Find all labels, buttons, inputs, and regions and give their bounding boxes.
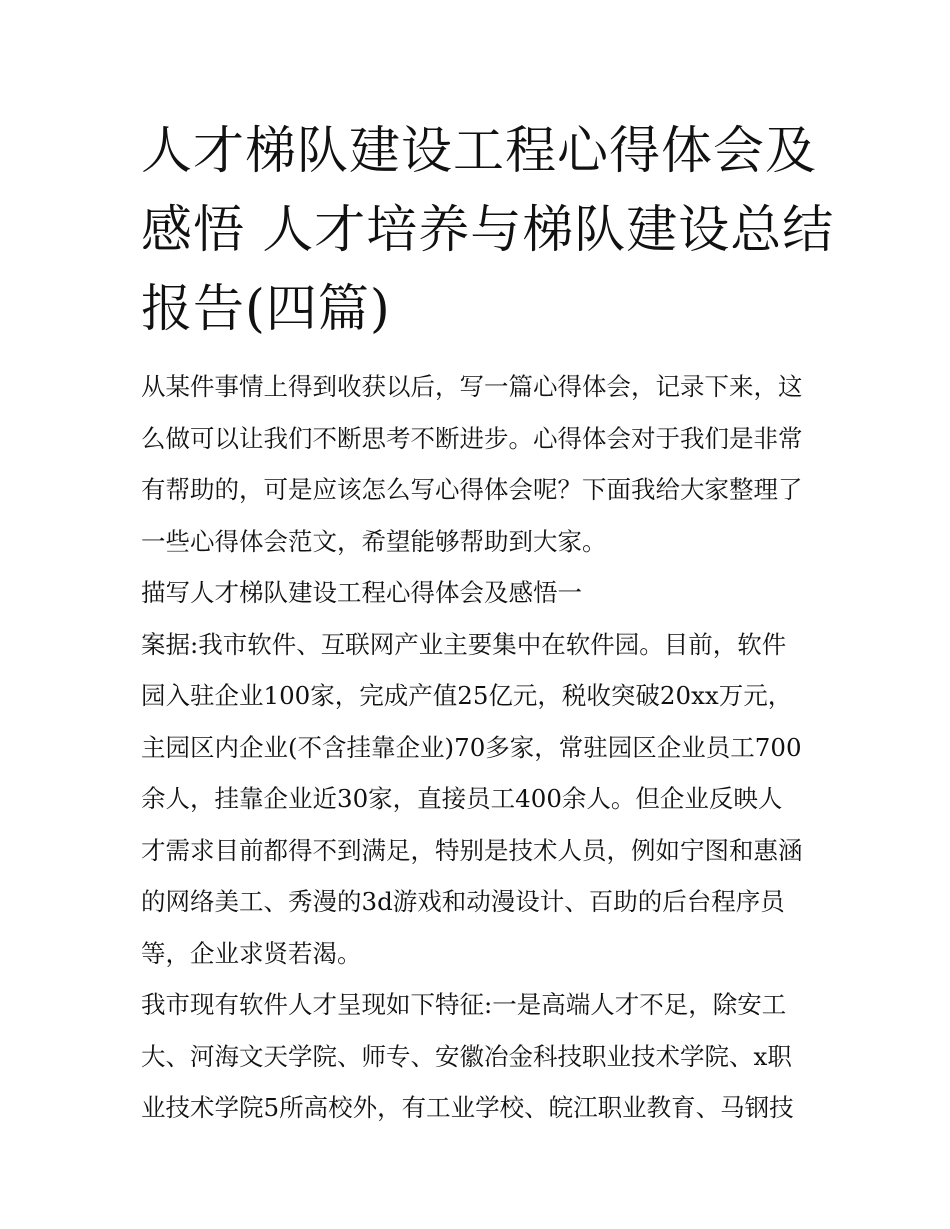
document-page [141,112,835,1134]
title-line: 感悟 人才培养与梯队建设总结 [141,201,835,260]
text-line: 描写人才梯队建设工程心得体会及感悟一 [141,578,582,607]
intro-paragraph [141,361,813,567]
text-line: 余人，挂靠企业近30家，直接员工400余人。但企业反映人 [141,784,783,813]
text-line: 园入驻企业100家，完成产值25亿元，税收突破20xx万元， [141,681,793,710]
feature-paragraph [141,979,813,1134]
text-line: 一些心得体会范文，希望能够帮助到大家。 [141,526,607,556]
title-line: 报告(四篇) [141,280,391,339]
text-line: 等，企业求贤若渴。 [141,938,362,968]
text-line: 大、河海文天学院、师专、安徽冶金科技职业技术学院、x职 [141,1041,792,1071]
text-line: 案据:我市软件、互联网产业主要集中在软件园。目前，软件 [141,629,787,659]
text-line: 主园区内企业(不含挂靠企业)70多家，常驻园区企业员工700 [141,732,802,762]
text-line: 有帮助的，可是应该怎么写心得体会呢？下面我给大家整理了 [141,475,803,504]
section-heading [141,567,813,619]
text-line: 的网络美工、秀漫的3d游戏和动漫设计、百助的后台程序员 [141,887,785,916]
text-line: 从某件事情上得到收获以后，写一篇心得体会，记录下来，这 [141,372,803,401]
document-title [141,112,835,349]
case-paragraph [141,619,813,980]
text-line: 业技术学院5所高校外，有工业学校、皖江职业教育、马钢技 [141,1093,794,1122]
text-line: 么做可以让我们不断思考不断进步。心得体会对于我们是非常 [141,423,803,453]
text-line: 才需求目前都得不到满足，特别是技术人员，例如宁图和惠涵 [141,835,803,865]
title-line: 人才梯队建设工程心得体会及 [141,122,818,181]
text-line: 我市现有软件人才呈现如下特征:一是高端人才不足，除安工 [141,990,787,1019]
